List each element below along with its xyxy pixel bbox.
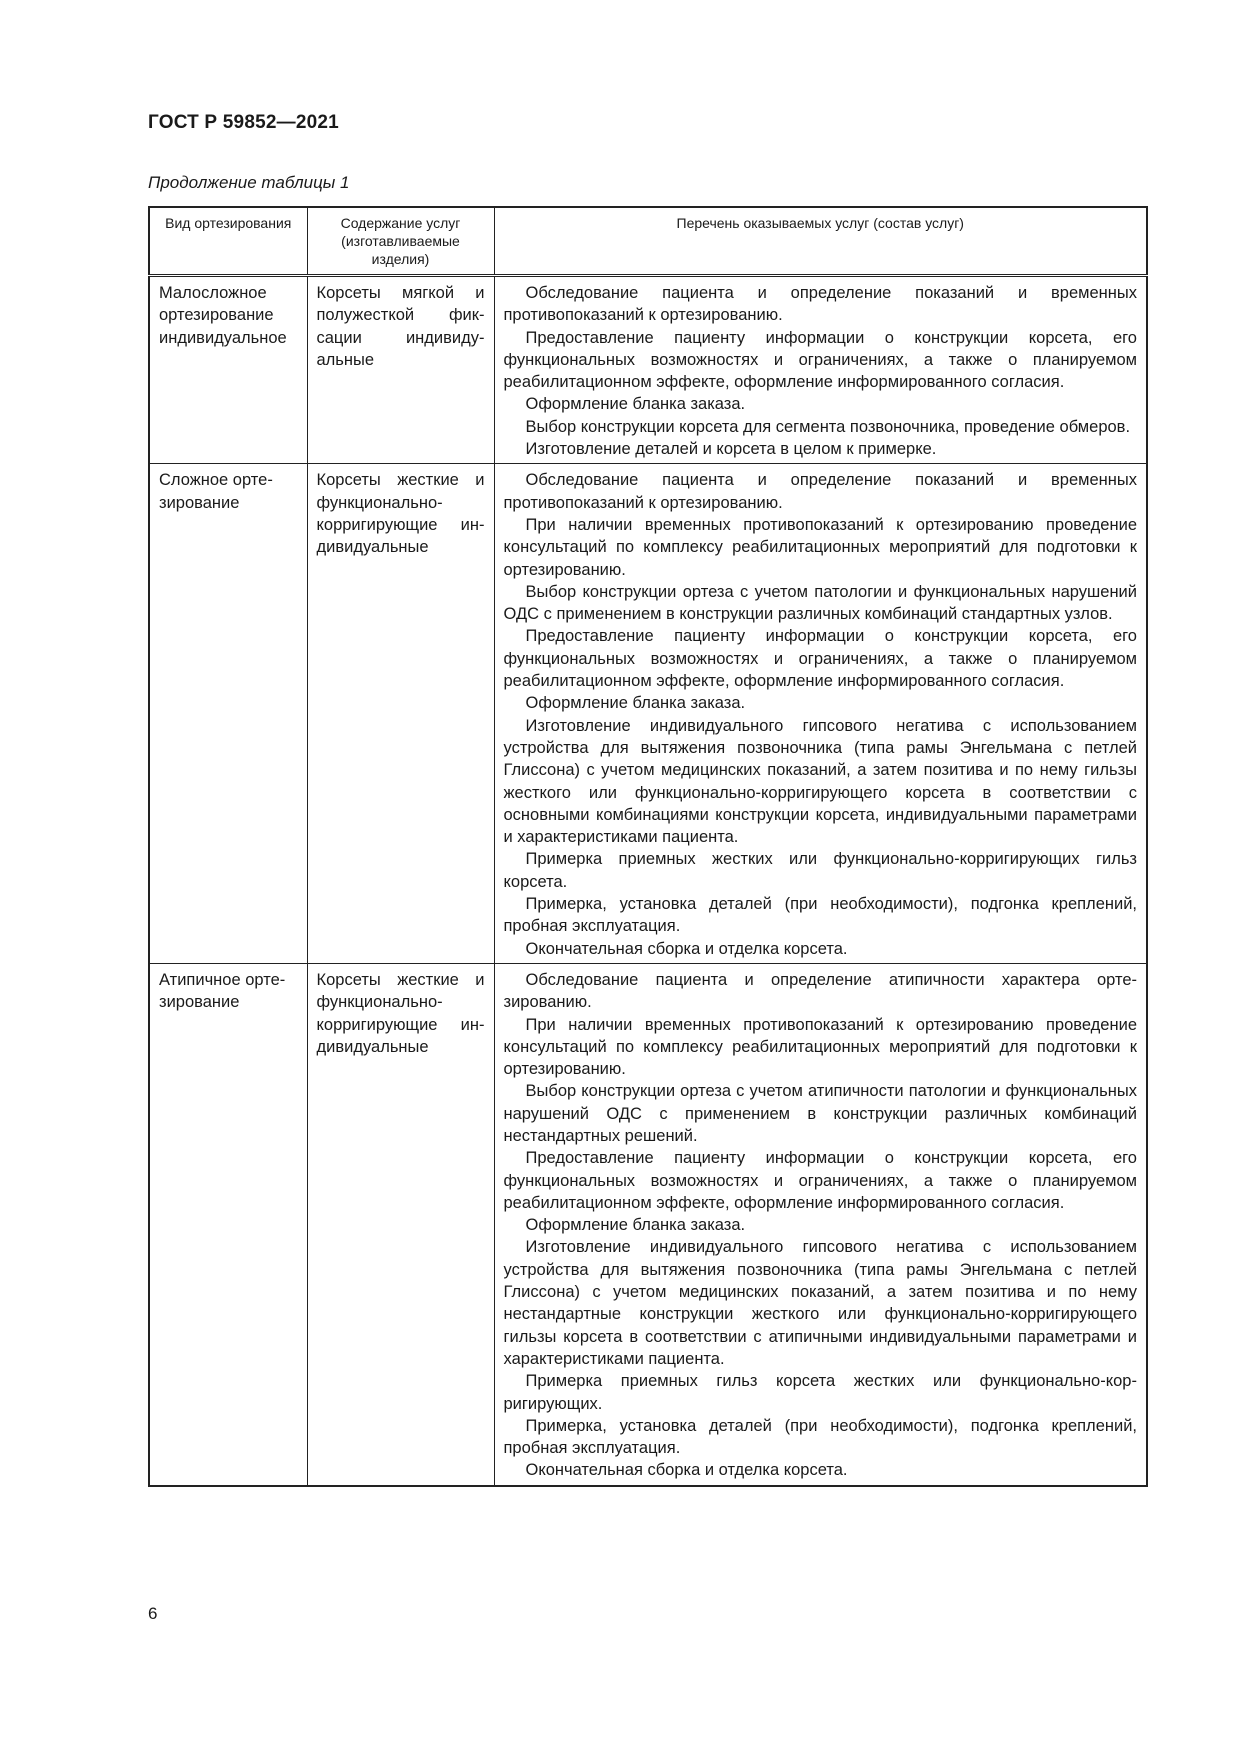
- service-item: Окончательная сборка и отделка корсета.: [525, 939, 848, 958]
- services-table: [148, 206, 1148, 1487]
- service-item: При наличии временных противопоказаний к ортезированию проведение консультаций по комплексу реабилитационных мероприятий для подготовки к ортезированию.: [503, 515, 1137, 579]
- services-cell: [494, 963, 1147, 1485]
- service-item: Предоставление пациенту информации о конструкции корсета, его функциональных возможностях и ограничениях, а также о планируемом реабилитационном эффекте, оформление информированного согласия.: [503, 1149, 1137, 1212]
- service-item: Примерка приемных жестких или функционально-корригирующих гильз корсета.: [503, 850, 1137, 891]
- document-header: ГОСТ Р 59852—2021: [148, 112, 339, 133]
- content-cell: Корсеты мягкой и полужесткой фиксации индивидуальные: [307, 276, 494, 464]
- table-row: [149, 464, 1147, 964]
- service-item: Оформление бланка заказа.: [525, 694, 746, 713]
- type-cell: Сложное ортезирование: [149, 464, 307, 964]
- service-item: Примерка, установка деталей (при необходимости), подгонка креплений, пробная эксплуатация.: [503, 1416, 1137, 1458]
- service-item: Изготовление деталей и корсета в целом к примерке.: [525, 440, 937, 459]
- service-item: Предоставление пациенту информации о конструкции корсета, его функциональных возможностях и ограничениях, а также о планируемом реабилитационном эффекте, оформление информированного согласия.: [503, 328, 1137, 392]
- table-header-row: [149, 207, 1147, 276]
- service-item: Выбор конструкции корсета для сегмента позвоночника, проведение обмеров.: [525, 417, 1131, 436]
- service-item: Изготовление индивидуального гипсового негатива с использованием устройства для вытяжения позвоночника (типа рамы Энгельмана с петлей Глиссона) с учетом медицинских показаний, а затем позитива и по нему гильзы жесткого или функционально-корригирующего корсета в соответствии с основными комбинациями конструкции корсета, индивидуальными параметрами и характеристиками пациента.: [503, 716, 1137, 847]
- content-cell: Корсеты жесткие и функционально-корригирующие индивидуальные: [307, 963, 494, 1485]
- table-row: [149, 963, 1147, 1485]
- service-item: Предоставление пациенту информации о конструкции корсета, его функциональных возможностях и ограничениях, а также о планируемом реабилитационном эффекте, оформление информированного согласия.: [503, 627, 1137, 691]
- table-row: [149, 276, 1147, 464]
- type-cell: Атипичное ортезирование: [149, 963, 307, 1485]
- service-item: Обследование пациента и определение атипичности характера ортезированию.: [503, 970, 1137, 1012]
- column-header-content: Содержание услуг (изготавливаемые изделия): [307, 207, 494, 276]
- table-caption: Продолжение таблицы 1: [148, 173, 350, 192]
- service-item: Оформление бланка заказа.: [525, 1216, 746, 1235]
- service-item: Обследование пациента и определение показаний и временных противопоказаний к ортезированию.: [503, 471, 1137, 512]
- content-cell: Корсеты жесткие и функционально-корригирующие индивидуальные: [307, 464, 494, 964]
- column-header-services: Перечень оказываемых услуг (состав услуг): [494, 207, 1147, 276]
- service-item: Оформление бланка заказа.: [525, 395, 746, 414]
- service-item: Изготовление индивидуального гипсового негатива с использованием устройства для вытяжения позвоночника (типа рамы Энгельмана с петлей Глиссона) с учетом медицинских показаний, а затем позитива и по нему нестандартные конструкции жесткого или функционально-корригирующего гильзы корсета в соответствии с атипичными индивидуальными параметрами и характеристиками пациента.: [503, 1238, 1137, 1368]
- service-item: Окончательная сборка и отделка корсета.: [525, 1461, 848, 1480]
- column-header-type: Вид ортезирования: [149, 207, 307, 276]
- services-cell: [494, 464, 1147, 964]
- services-cell: [494, 276, 1147, 464]
- page-number: 6: [148, 1604, 158, 1623]
- service-item: Выбор конструкции ортеза с учетом патологии и функциональных нарушений ОДС с применением в конструкции различных комбинаций стандартных узлов.: [503, 582, 1137, 624]
- service-item: Примерка, установка деталей (при необходимости), подгонка креплений, пробная эксплуатация.: [503, 895, 1137, 936]
- type-cell: Малосложное ортезирование индивидуальное: [149, 276, 307, 464]
- service-item: Примерка приемных гильз корсета жестких или функционально-корригирующих.: [503, 1372, 1137, 1413]
- service-item: При наличии временных противопоказаний к ортезированию проведение консультаций по комплексу реабилитационных мероприятий для подготовки к ортезированию.: [503, 1015, 1137, 1079]
- service-item: Обследование пациента и определение показаний и временных противопоказаний к ортезированию.: [503, 284, 1137, 325]
- service-item: Выбор конструкции ортеза с учетом атипичности патологии и функциональных нарушений ОДС с применением в конструкции различных комбинаций нестандартных решений.: [503, 1082, 1137, 1145]
